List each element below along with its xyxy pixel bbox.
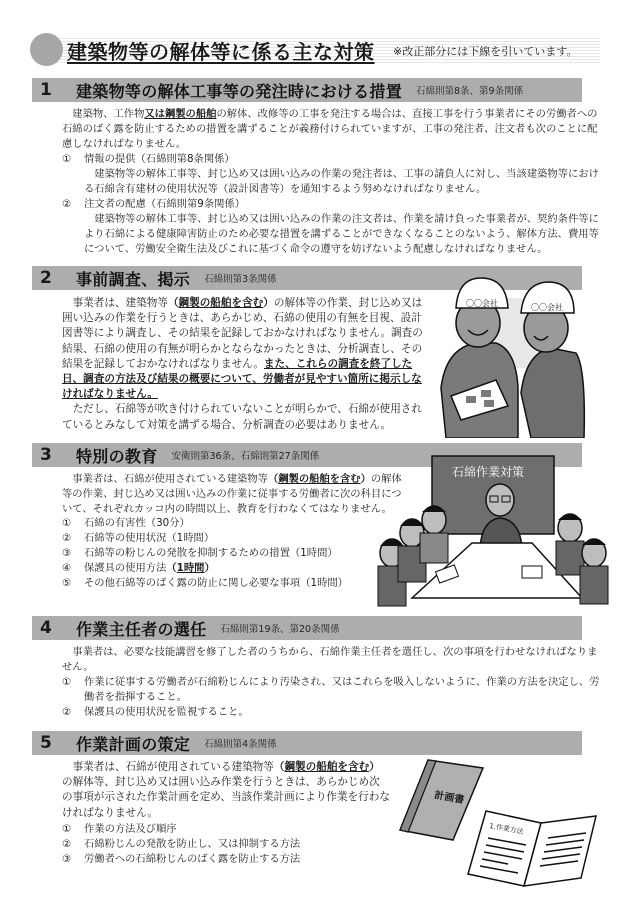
revision-note: ※改正部分には下線を引いています。 <box>393 45 578 58</box>
list-marker: ④ <box>62 562 72 574</box>
list-item-text: 石綿等の粉じんの発散を抑制するための措置（1時間） <box>84 547 338 559</box>
list-item-text: 保護具の使用状況を監視すること。 <box>84 706 249 718</box>
list-item-text: その他石綿等のばく露の防止に関し必要な事項（1時間） <box>84 577 348 589</box>
section-3-body <box>62 472 405 517</box>
section-title: 特別の教育 <box>76 446 158 466</box>
section-title: 事前調査、掲示 <box>76 269 191 289</box>
amended-text: 鋼製の船舶を含む <box>284 761 370 773</box>
list-item-text: 石綿等の使用状況（1時間） <box>84 532 215 544</box>
text: （ <box>167 297 179 309</box>
list-item <box>62 516 382 531</box>
section-number: 3 <box>40 445 52 465</box>
text: の解体等、封じ込め又は囲い込み作業を行うときは、あらかじめ次の事項が示された作業計画を定め、当該作業計画により作業を行わなければなりません。 <box>62 776 390 819</box>
amended-text: 鋼製の船舶を含む <box>178 297 264 309</box>
list-item-text: 作業の方法及び順序 <box>84 823 177 835</box>
text: 建築物、工作物 <box>72 108 145 120</box>
section-2-body <box>62 296 427 433</box>
list-item <box>62 822 382 837</box>
list-marker: ① <box>62 153 72 165</box>
list-item <box>62 152 602 167</box>
section-5-header <box>32 731 582 755</box>
text: の解体、改修等の工事を発注する場合は、直接工事を行う事業者にその労働者への石綿のばく露を防止するための措置を講ずることが義務付けられていますが、工事の発注者、注文者も次のことに配慮しなければなりません。 <box>62 108 598 150</box>
section-number: 2 <box>40 268 52 288</box>
amended-text: 又は鋼製の船舶 <box>144 108 217 120</box>
section-number: 4 <box>40 618 52 638</box>
section-1-header <box>32 78 582 102</box>
text: （ <box>267 473 279 485</box>
section-5-body <box>62 760 390 821</box>
section-1-intro <box>62 107 602 152</box>
list-item <box>62 546 382 561</box>
section-3-list <box>62 516 382 591</box>
section-4-header <box>32 616 582 640</box>
list-item <box>62 561 382 576</box>
list-item-text: 石綿の有害性（30分） <box>84 517 190 529</box>
list-marker: ③ <box>62 547 72 559</box>
list-marker: ② <box>62 706 72 718</box>
list-marker: ② <box>62 198 72 210</box>
closed-book-title: 計画書 <box>433 790 465 807</box>
page-title: 建築物等の解体等に係る主な対策 <box>67 40 375 64</box>
section-title: 作業計画の策定 <box>76 734 191 754</box>
section-4-body <box>62 645 602 720</box>
helmet-label: 〇〇会社 <box>531 303 563 312</box>
section-2-paragraph-2: ただし、石綿等が吹き付けられていないことが明らかで、石綿が使用されているとみなして対策を講ずる場合、分析調査の必要はありません。 <box>62 403 422 431</box>
list-heading: 注文者の配慮（石綿則第9条関係） <box>84 198 246 210</box>
section-reference: 安衛則第36条、石綿則第27条関係 <box>171 451 320 462</box>
section-number: 1 <box>40 80 52 100</box>
section-5-paragraph <box>62 760 390 821</box>
list-heading: 情報の提供（石綿則第8条関係） <box>84 153 235 165</box>
section-number: 5 <box>40 733 52 753</box>
list-marker: ① <box>62 676 72 688</box>
section-title: 作業主任者の選任 <box>76 619 207 639</box>
text: ） <box>360 473 371 485</box>
workers-reviewing-plans-illustration <box>436 268 586 438</box>
text: ） <box>204 562 215 574</box>
text: 事業者は、石綿が使用されている建築物等 <box>72 761 274 773</box>
section-3-paragraph <box>62 472 405 517</box>
section-reference: 石綿則第3条関係 <box>204 274 277 285</box>
helmet-label: 〇〇会社 <box>466 299 498 308</box>
section-reference: 石綿則第4条関係 <box>204 739 277 750</box>
list-item-text: 作業に従事する労働者が石綿粉じんにより汚染され、又はこれらを吸入しないように、作業の方法を決定し、労働者を指揮すること。 <box>84 676 600 703</box>
blackboard-text: 石綿作業対策 <box>452 465 525 479</box>
list-marker: ② <box>62 532 72 544</box>
section-4-paragraph: 事業者は、必要な技能講習を修了した者のうちから、石綿作業主任者を選任し、次の事項を行わせなければなりません。 <box>62 646 598 673</box>
section-1-body <box>62 107 602 257</box>
section-reference: 石綿則第8条、第9条関係 <box>416 86 524 97</box>
text: （ <box>166 562 177 574</box>
list-item-text: 建築物等の解体工事等、封じ込め又は囲い込みの作業の注文者は、作業を請け負った事業者が、契約条件等により石綿による健康障害防止のため必要な措置を講ずることができなくなることのないよう、解体方法、費用等について、労働安全衛生法及びこれに基づく命令の遵守を妨げないよう配慮しなければなりません。 <box>84 213 599 255</box>
list-item <box>62 837 382 852</box>
amended-text: 1時間 <box>176 562 205 574</box>
list-item <box>62 531 382 546</box>
section-reference: 石綿則第19条、第20条関係 <box>220 624 340 635</box>
list-item <box>62 852 382 867</box>
amended-text: また、これらの調査を終了した日、調査の方法及び結果の概要について、労働者が見やすい箇所に掲示しなければなりません。 <box>62 357 422 401</box>
list-marker: ⑤ <box>62 577 72 589</box>
work-plan-books-illustration <box>396 756 616 906</box>
text: 事業者は、石綿が使用されている建築物等 <box>72 473 268 485</box>
list-item-text: 労働者への石綿粉じんのばく露を防止する方法 <box>84 853 301 865</box>
list-marker: ② <box>62 838 72 850</box>
open-book-heading: 1.作業方法 <box>488 822 525 836</box>
section-2-paragraph-1 <box>62 296 427 402</box>
training-class-illustration <box>372 448 622 608</box>
text: ） <box>369 761 380 773</box>
section-title: 建築物等の解体工事等の発注時における措置 <box>76 81 403 101</box>
text: の解体等の作業、封じ込め又は囲い込みの作業を行うときは、あらかじめ、石綿の使用の有無を目視、設計図書等により調査し、その結果を記録しておかなければなりません。調査の結果、石綿の使用の有無が明らかとならなかったときは、分析調査し、その結果を記録しておかなければなりません。 <box>62 297 423 370</box>
list-item <box>62 576 382 591</box>
list-item-text: 保護具の使用方法 <box>84 562 167 574</box>
title-circle-icon <box>30 33 63 66</box>
section-5-list <box>62 822 382 867</box>
text: （ <box>273 761 285 773</box>
list-item <box>62 705 602 720</box>
list-item-text: 石綿粉じんの発散を防止し、又は抑制する方法 <box>84 838 301 850</box>
list-item-text: 建築物等の解体工事等、封じ込め又は囲い込みの作業の発注者は、工事の請負人に対し、当該建築物等における石綿含有建材の使用状況等（設計図書等）を通知するよう努めなければなりません。 <box>84 168 599 195</box>
text: 事業者は、建築物等 <box>72 297 168 309</box>
amended-text: 鋼製の船舶を含む <box>278 473 361 485</box>
list-item <box>62 675 602 705</box>
list-item <box>62 197 602 212</box>
list-marker: ③ <box>62 853 72 865</box>
text: ） <box>263 297 274 309</box>
list-marker: ① <box>62 823 72 835</box>
list-marker: ① <box>62 517 72 529</box>
text: の解体等の作業、封じ込め又は囲い込みの作業に従事する労働者に次の科目について、それぞれカッコ内の時間以上、教育を行わなくてはなりません。 <box>62 473 402 515</box>
